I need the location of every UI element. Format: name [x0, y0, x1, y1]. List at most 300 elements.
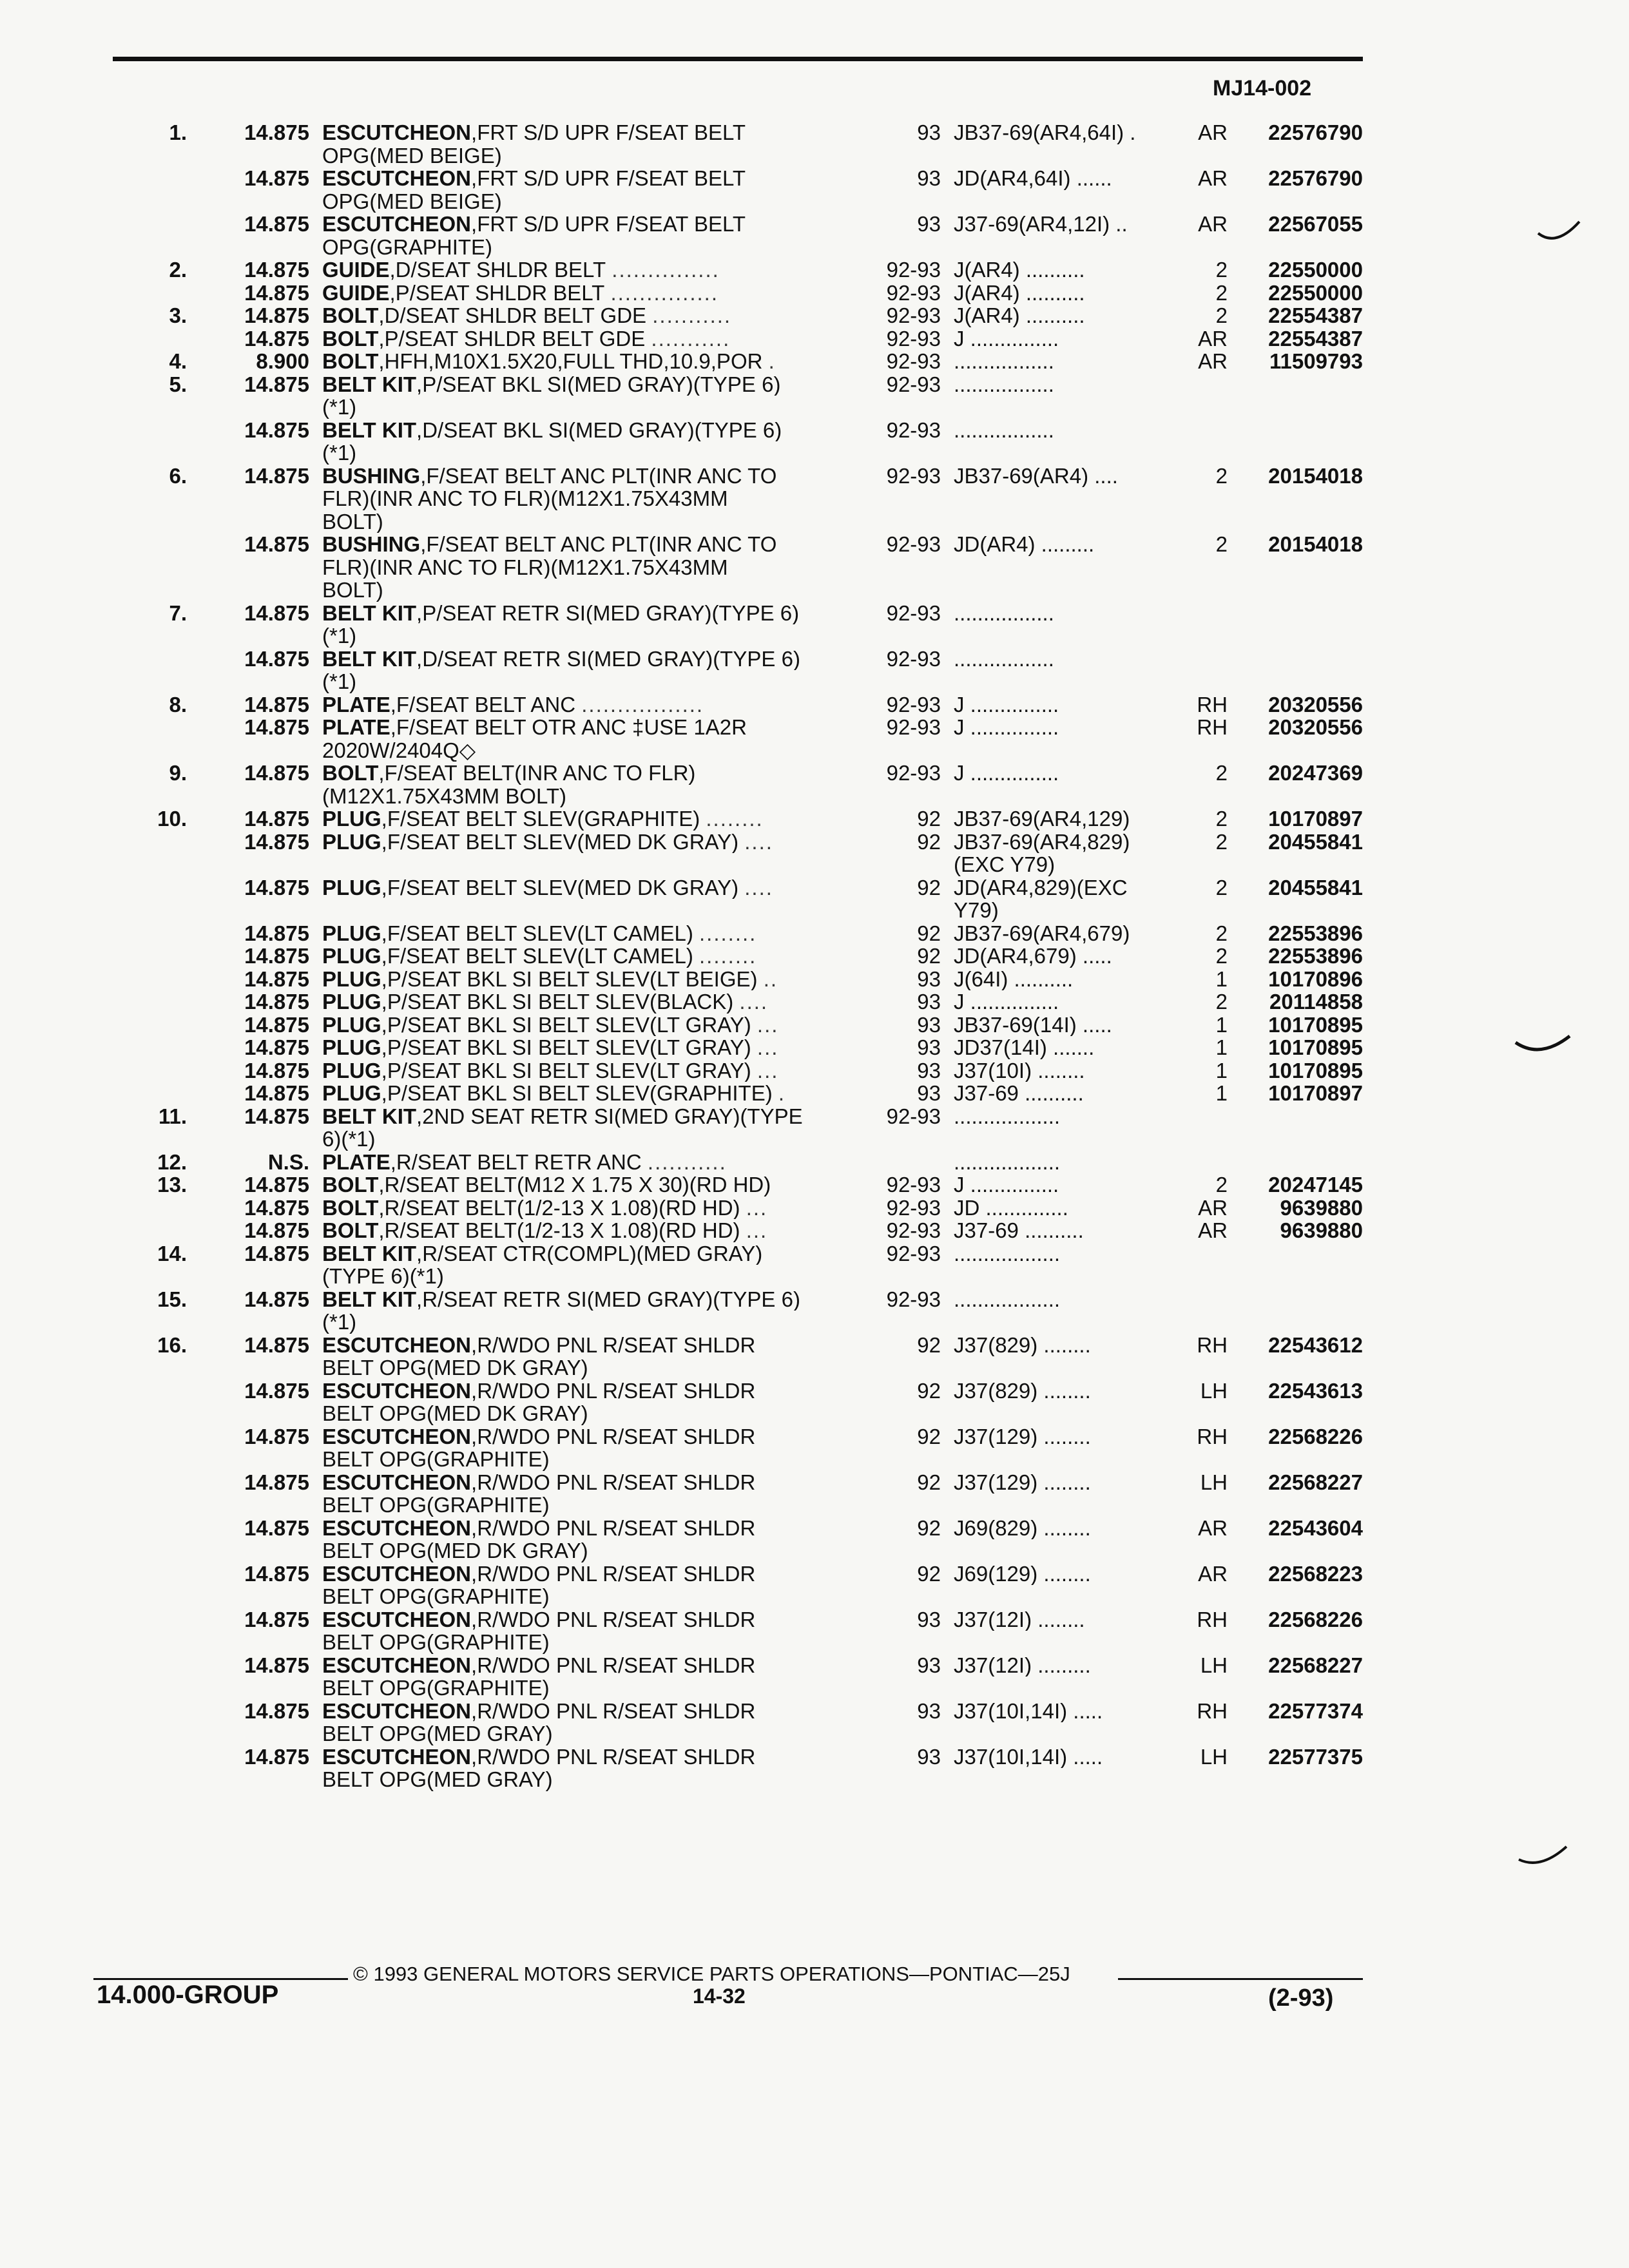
- part-detail: FLR)(INR ANC TO FLR)(M12X1.75X43MM: [322, 555, 728, 579]
- list-item: [0, 510, 1629, 533]
- model-year: 92: [917, 1561, 941, 1586]
- group-number: 14.875: [244, 532, 309, 556]
- part-detail: BELT OPG(GRAPHITE): [322, 1631, 550, 1654]
- part-name: BOLT: [322, 1173, 379, 1196]
- footer-rule-left: [93, 1978, 348, 1980]
- part-number: 20455841: [1268, 875, 1363, 899]
- part-description: [322, 1059, 857, 1082]
- series-code: J(AR4) ..........: [954, 304, 1085, 327]
- quantity: AR: [1198, 1195, 1228, 1220]
- part-number: 10170895: [1268, 1012, 1363, 1037]
- part-name: PLUG: [322, 945, 381, 968]
- part-name: PLUG: [322, 967, 381, 990]
- quantity: 2: [1215, 829, 1228, 854]
- part-detail: ,FRT S/D UPR F/SEAT BELT: [471, 213, 746, 236]
- part-detail: FLR)(INR ANC TO FLR)(M12X1.75X43MM: [322, 487, 728, 510]
- quantity: 2: [1215, 990, 1228, 1014]
- part-name: ESCUTCHEON: [322, 1425, 472, 1448]
- leader-dots: ....: [739, 990, 769, 1014]
- item-number: 14.: [157, 1241, 187, 1265]
- part-detail: BELT OPG(GRAPHITE): [322, 1448, 550, 1471]
- list-item: [0, 1700, 1629, 1723]
- series-code: J37-69(AR4,12I) ..: [954, 213, 1128, 236]
- part-description: [322, 716, 857, 739]
- part-name: PLUG: [322, 1013, 381, 1036]
- part-detail: ,D/SEAT SHLDR BELT GDE: [378, 304, 647, 327]
- list-item: [0, 236, 1629, 259]
- part-name: PLATE: [322, 716, 390, 739]
- list-item: [0, 144, 1629, 168]
- leader-dots: ..: [763, 967, 778, 990]
- leader-dots: ...........: [652, 304, 732, 327]
- leader-dots: ....: [744, 830, 773, 853]
- part-detail: OPG(MED BEIGE): [322, 189, 502, 213]
- quantity: 2: [1215, 280, 1228, 305]
- part-name: PLUG: [322, 1059, 381, 1082]
- group-number: 14.875: [244, 120, 309, 144]
- list-item: [0, 1585, 1629, 1608]
- part-detail: ,D/SEAT BKL SI(MED GRAY)(TYPE 6): [416, 418, 782, 441]
- list-item: [0, 350, 1629, 373]
- list-item: [0, 213, 1629, 236]
- part-detail: ,P/SEAT BKL SI(MED GRAY)(TYPE 6): [416, 372, 781, 396]
- part-number: 20455841: [1268, 829, 1363, 854]
- series-code: .................: [954, 350, 1054, 373]
- series-code: JB37-69(14I) .....: [954, 1013, 1112, 1036]
- part-number: 9639880: [1280, 1195, 1363, 1220]
- series-code: JD ..............: [954, 1196, 1068, 1219]
- part-number: 10170896: [1268, 966, 1363, 991]
- quantity: 2: [1215, 761, 1228, 785]
- part-detail: (*1): [322, 624, 357, 648]
- part-number: 20247145: [1268, 1173, 1363, 1196]
- part-name: BELT KIT: [322, 372, 417, 396]
- check-mark-icon: [1514, 1031, 1572, 1063]
- part-description: [322, 1265, 857, 1288]
- list-item: [0, 533, 1629, 556]
- part-detail: ,F/SEAT BELT SLEV(LT CAMEL): [381, 945, 693, 968]
- part-number: 22550000: [1268, 280, 1363, 305]
- quantity: RH: [1197, 1607, 1228, 1631]
- part-detail: (*1): [322, 396, 357, 419]
- quantity: LH: [1200, 1470, 1228, 1494]
- series-code: JB37-69(AR4) ....: [954, 464, 1118, 487]
- model-year: 92-93: [886, 1287, 941, 1311]
- list-item: [0, 716, 1629, 739]
- list-item: [0, 1082, 1629, 1105]
- series-code: JD(AR4,829)(EXC: [954, 876, 1128, 899]
- list-item: [0, 762, 1629, 785]
- series-code: JD37(14I) .......: [954, 1036, 1095, 1059]
- group-number: 14.875: [244, 258, 309, 282]
- part-number: 22554387: [1268, 326, 1363, 351]
- list-item: [0, 899, 1629, 922]
- quantity: RH: [1197, 692, 1228, 716]
- list-item: [0, 1677, 1629, 1700]
- list-item: [0, 1288, 1629, 1311]
- part-description: [322, 236, 857, 259]
- item-number: 9.: [169, 761, 187, 785]
- part-description: [322, 1471, 857, 1494]
- part-description: [322, 1517, 857, 1540]
- part-description: [322, 1448, 857, 1471]
- part-description: [322, 1196, 857, 1220]
- group-number: 14.875: [244, 875, 309, 899]
- quantity: AR: [1198, 212, 1228, 236]
- group-number: 14.875: [244, 418, 309, 442]
- part-number: 22568223: [1268, 1561, 1363, 1586]
- model-year: 92-93: [886, 418, 941, 442]
- quantity: RH: [1197, 715, 1228, 739]
- quantity: AR: [1198, 166, 1228, 190]
- part-description: [322, 1608, 857, 1631]
- list-item: [0, 1151, 1629, 1174]
- list-item: [0, 1562, 1629, 1586]
- group-number: 14.875: [244, 463, 309, 488]
- list-item: [0, 1517, 1629, 1540]
- series-code: J37(129) ........: [954, 1470, 1091, 1494]
- list-item: [0, 1334, 1629, 1357]
- part-description: [322, 1425, 857, 1448]
- series-code: J(64I) ..........: [954, 967, 1074, 990]
- part-description: [322, 1539, 857, 1562]
- leader-dots: ...: [757, 1059, 779, 1082]
- quantity: LH: [1200, 1744, 1228, 1769]
- list-item: [0, 1173, 1629, 1196]
- list-item: [0, 1471, 1629, 1494]
- part-description: [322, 190, 857, 213]
- group-number: 14.875: [244, 166, 309, 190]
- part-detail: ,FRT S/D UPR F/SEAT BELT: [471, 167, 746, 190]
- part-detail: BELT OPG(MED GRAY): [322, 1722, 553, 1745]
- model-year: 93: [917, 1035, 941, 1059]
- list-item: [0, 602, 1629, 625]
- part-description: [322, 1288, 857, 1311]
- group-number: 14.875: [244, 715, 309, 739]
- series-code: JB37-69(AR4,64I) .: [954, 121, 1136, 144]
- part-detail: ,F/SEAT BELT ANC PLT(INR ANC TO: [420, 533, 777, 556]
- item-number: 10.: [157, 807, 187, 831]
- list-item: [0, 465, 1629, 488]
- model-year: 92-93: [886, 715, 941, 739]
- part-name: PLUG: [322, 830, 381, 853]
- series-code: JD(AR4) .........: [954, 533, 1095, 556]
- part-detail: ,P/SEAT BKL SI BELT SLEV(LT GRAY): [381, 1059, 751, 1082]
- part-detail: ,F/SEAT BELT ANC: [390, 693, 576, 716]
- part-name: BELT KIT: [322, 1104, 417, 1128]
- quantity: 2: [1215, 463, 1228, 488]
- series-code: .................: [954, 418, 1054, 441]
- list-item: [0, 807, 1629, 831]
- part-detail: ,R/SEAT BELT RETR ANC: [390, 1150, 642, 1173]
- group-number: 14.875: [244, 1515, 309, 1540]
- part-number: 22550000: [1268, 258, 1363, 282]
- check-mark-icon: [1518, 1843, 1569, 1875]
- part-description: [322, 1379, 857, 1403]
- model-year: 93: [917, 120, 941, 144]
- part-description: [322, 1128, 857, 1151]
- part-description: [322, 1105, 857, 1128]
- quantity: 1: [1215, 1035, 1228, 1059]
- part-name: BUSHING: [322, 464, 421, 487]
- leader-dots: ...........: [647, 1150, 727, 1173]
- part-name: ESCUTCHEON: [322, 1379, 472, 1402]
- part-detail: (*1): [322, 441, 357, 465]
- part-number: 20154018: [1268, 532, 1363, 556]
- part-description: [322, 373, 857, 396]
- part-description: [322, 1311, 857, 1334]
- list-item: [0, 1196, 1629, 1220]
- part-detail: ,F/SEAT BELT SLEV(LT CAMEL): [381, 921, 693, 945]
- list-item: [0, 1379, 1629, 1403]
- part-description: [322, 1356, 857, 1379]
- part-name: ESCUTCHEON: [322, 1608, 472, 1631]
- list-item: [0, 739, 1629, 762]
- list-item: [0, 121, 1629, 144]
- item-number: 2.: [169, 258, 187, 282]
- part-description: [322, 327, 857, 351]
- part-number: 22568226: [1268, 1424, 1363, 1448]
- list-item: [0, 1105, 1629, 1128]
- part-name: BOLT: [322, 350, 379, 373]
- part-detail: ,HFH,M10X1.5X20,FULL THD,10.9,POR: [378, 350, 763, 373]
- series-code: J ...............: [954, 990, 1059, 1014]
- list-item: [0, 258, 1629, 282]
- series-code: J ...............: [954, 716, 1059, 739]
- part-number: 22553896: [1268, 921, 1363, 945]
- part-description: [322, 304, 857, 327]
- group-number: 14.875: [244, 1218, 309, 1242]
- list-item: [0, 1242, 1629, 1265]
- quantity: 1: [1215, 1012, 1228, 1037]
- part-name: PLATE: [322, 693, 390, 716]
- part-name: ESCUTCHEON: [322, 1653, 472, 1677]
- part-description: [322, 1585, 857, 1608]
- group-number: 14.875: [244, 1424, 309, 1448]
- list-item: [0, 1356, 1629, 1379]
- part-detail: BELT OPG(MED DK GRAY): [322, 1539, 588, 1562]
- part-name: ESCUTCHEON: [322, 1745, 472, 1768]
- list-item: [0, 1722, 1629, 1745]
- part-description: [322, 1654, 857, 1677]
- leader-dots: ........: [706, 807, 764, 831]
- part-detail: ,R/SEAT CTR(COMPL)(MED GRAY): [416, 1242, 763, 1265]
- list-item: [0, 831, 1629, 854]
- part-description: [322, 1082, 857, 1105]
- group-number: 14.875: [244, 990, 309, 1014]
- parts-list: [0, 121, 1629, 1791]
- quantity: 2: [1215, 532, 1228, 556]
- list-item: [0, 1219, 1629, 1242]
- series-code: JD(AR4,64I) ......: [954, 167, 1112, 190]
- quantity: AR: [1198, 1561, 1228, 1586]
- part-description: [322, 739, 857, 762]
- part-description: [322, 1722, 857, 1745]
- part-number: 20154018: [1268, 463, 1363, 488]
- series-code: J(AR4) ..........: [954, 258, 1085, 282]
- part-detail: ,R/SEAT BELT(1/2-13 X 1.08)(RD HD): [378, 1219, 740, 1242]
- part-description: [322, 1242, 857, 1265]
- part-name: PLATE: [322, 1150, 390, 1173]
- list-item: [0, 1036, 1629, 1059]
- part-description: [322, 1151, 857, 1174]
- part-detail: BELT OPG(MED GRAY): [322, 1768, 553, 1791]
- part-name: BUSHING: [322, 533, 421, 556]
- list-item: [0, 373, 1629, 396]
- part-detail: ,R/WDO PNL R/SEAT SHLDR: [471, 1608, 756, 1631]
- leader-dots: ........: [699, 921, 757, 945]
- part-description: [322, 762, 857, 785]
- part-detail: ,R/WDO PNL R/SEAT SHLDR: [471, 1470, 756, 1494]
- item-number: 7.: [169, 601, 187, 625]
- list-item: [0, 190, 1629, 213]
- part-name: ESCUTCHEON: [322, 1699, 472, 1722]
- part-description: [322, 648, 857, 671]
- part-number: 22543604: [1268, 1515, 1363, 1540]
- part-description: [322, 876, 857, 899]
- part-detail: ,P/SEAT BKL SI BELT SLEV(LT GRAY): [381, 1013, 751, 1036]
- part-number: 20320556: [1268, 692, 1363, 716]
- model-year: 92: [917, 875, 941, 899]
- series-code: J37(12I) .........: [954, 1653, 1091, 1677]
- part-number: 22567055: [1268, 212, 1363, 236]
- group-number: 14.875: [244, 829, 309, 854]
- group-number: 14.875: [244, 1744, 309, 1769]
- part-number: 22553896: [1268, 944, 1363, 968]
- list-item: [0, 419, 1629, 442]
- group-number: 14.875: [244, 1081, 309, 1105]
- part-number: 10170897: [1268, 807, 1363, 831]
- part-description: [322, 144, 857, 168]
- quantity: 2: [1215, 921, 1228, 945]
- list-item: [0, 853, 1629, 876]
- part-number: 10170895: [1268, 1035, 1363, 1059]
- leader-dots: ........: [699, 945, 757, 968]
- list-item: [0, 1014, 1629, 1037]
- part-name: ESCUTCHEON: [322, 1562, 472, 1585]
- part-number: 22577375: [1268, 1744, 1363, 1769]
- list-item: [0, 968, 1629, 991]
- model-year: 92: [917, 807, 941, 831]
- part-name: GUIDE: [322, 258, 390, 282]
- part-name: ESCUTCHEON: [322, 1333, 472, 1356]
- group-number: 14.875: [244, 1470, 309, 1494]
- part-number: 22576790: [1268, 166, 1363, 190]
- series-code: J ...............: [954, 327, 1059, 350]
- part-detail: ,P/SEAT BKL SI BELT SLEV(BLACK): [381, 990, 734, 1014]
- model-year: 93: [917, 966, 941, 991]
- group-number: 14.875: [244, 1104, 309, 1128]
- part-number: 20114858: [1269, 990, 1363, 1014]
- part-number: 20247369: [1268, 761, 1363, 785]
- model-year: 92-93: [886, 646, 941, 671]
- part-detail: (*1): [322, 1311, 357, 1334]
- part-description: [322, 990, 857, 1014]
- part-detail: BOLT): [322, 510, 383, 533]
- part-description: [322, 1334, 857, 1357]
- list-item: [0, 282, 1629, 305]
- part-detail: 6)(*1): [322, 1128, 376, 1151]
- part-name: BOLT: [322, 1219, 379, 1242]
- part-number: 22577374: [1268, 1698, 1363, 1723]
- part-detail: ,R/WDO PNL R/SEAT SHLDR: [471, 1562, 756, 1585]
- part-description: [322, 1219, 857, 1242]
- part-detail: OPG(GRAPHITE): [322, 235, 493, 258]
- model-year: 92-93: [886, 1104, 941, 1128]
- group-number: 14.875: [244, 646, 309, 671]
- footer-rule-right: [1118, 1978, 1363, 1980]
- leader-dots: ....: [744, 876, 773, 899]
- part-number: 10170897: [1268, 1081, 1363, 1105]
- group-number: 14.875: [244, 1607, 309, 1631]
- part-name: PLUG: [322, 807, 381, 831]
- list-item: [0, 1539, 1629, 1562]
- model-year: 92-93: [886, 1173, 941, 1196]
- part-description: [322, 167, 857, 190]
- part-detail: ,R/SEAT BELT(1/2-13 X 1.08)(RD HD): [378, 1196, 740, 1219]
- list-item: [0, 1745, 1629, 1769]
- list-item: [0, 945, 1629, 968]
- item-number: 11.: [158, 1104, 187, 1128]
- model-year: 93: [917, 1653, 941, 1677]
- series-code: J37-69 ..........: [954, 1219, 1084, 1242]
- model-year: 92-93: [886, 1241, 941, 1265]
- series-code: (EXC Y79): [954, 853, 1055, 876]
- leader-dots: ...........: [651, 327, 731, 350]
- part-description: [322, 1402, 857, 1425]
- part-description: [322, 1494, 857, 1517]
- series-code: J ...............: [954, 1173, 1059, 1196]
- part-detail: OPG(MED BEIGE): [322, 144, 502, 167]
- part-name: PLUG: [322, 990, 381, 1014]
- list-item: [0, 327, 1629, 351]
- series-code: JB37-69(AR4,679): [954, 921, 1130, 945]
- part-detail: ,R/WDO PNL R/SEAT SHLDR: [471, 1745, 756, 1768]
- quantity: 2: [1215, 1173, 1228, 1196]
- model-year: 92: [917, 921, 941, 945]
- item-number: 1.: [169, 120, 187, 144]
- part-description: [322, 487, 857, 510]
- part-number: 22568227: [1268, 1653, 1363, 1677]
- group-number: 14.875: [244, 921, 309, 945]
- part-name: BOLT: [322, 304, 379, 327]
- model-year: 92-93: [886, 601, 941, 625]
- date-code: (2-93): [1268, 1984, 1334, 2012]
- part-description: [322, 670, 857, 693]
- part-description: [322, 1700, 857, 1723]
- part-description: [322, 1745, 857, 1769]
- part-description: [322, 258, 857, 282]
- part-detail: BELT OPG(GRAPHITE): [322, 1494, 550, 1517]
- part-number: 22576790: [1268, 120, 1363, 144]
- group-number: 14.875: [244, 1012, 309, 1037]
- part-detail: ,D/SEAT SHLDR BELT: [389, 258, 606, 282]
- model-year: 92: [917, 829, 941, 854]
- part-description: [322, 1036, 857, 1059]
- part-description: [322, 693, 857, 716]
- part-detail: ,D/SEAT RETR SI(MED GRAY)(TYPE 6): [416, 647, 800, 670]
- series-code: .................: [954, 647, 1054, 670]
- part-name: BOLT: [322, 762, 379, 785]
- series-code: JB37-69(AR4,129): [954, 807, 1130, 831]
- group-number: 14.875: [244, 1561, 309, 1586]
- list-item: [0, 1128, 1629, 1151]
- quantity: 1: [1215, 1081, 1228, 1105]
- part-detail: ,R/SEAT RETR SI(MED GRAY)(TYPE 6): [416, 1287, 800, 1311]
- part-detail: ,R/SEAT BELT(M12 X 1.75 X 30)(RD HD): [378, 1173, 771, 1196]
- part-description: [322, 1768, 857, 1791]
- part-description: [322, 624, 857, 648]
